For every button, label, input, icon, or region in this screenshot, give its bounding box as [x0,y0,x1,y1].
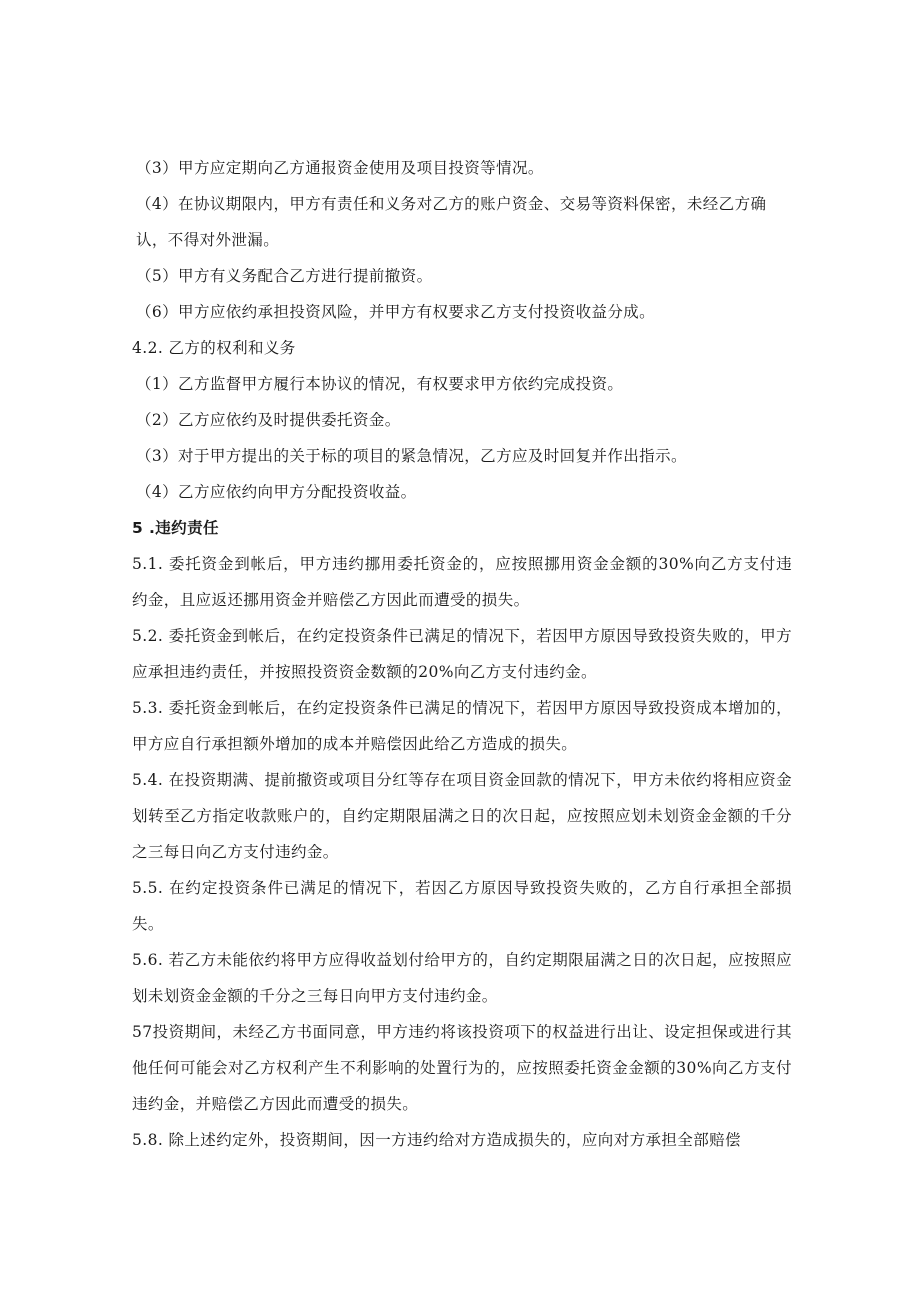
clause-5-8: 5.8. 除上述约定外，投资期间，因一方违约给对方造成损失的，应向对方承担全部赔偿 [132,1131,741,1149]
paragraph-obligation-a5: （5）甲方有义务配合乙方进行提前撤资。 [136,267,433,285]
section-heading-5: 5 .违约责任 [132,519,219,537]
section-heading-4-2: 4.2. 乙方的权利和义务 [132,339,296,357]
paragraph-obligation-b2: （2）乙方应依约及时提供委托资金。 [136,411,401,429]
paragraph-obligation-a6: （6）甲方应依约承担投资风险，并甲方有权要求乙方支付投资收益分成。 [136,303,656,321]
clause-5-5: 5.5. 在约定投资条件已满足的情况下，若因乙方原因导致投资失败的，乙方自行承担全部损失。 [132,879,792,933]
clause-5-7: 57投资期间，未经乙方书面同意，甲方违约将该投资项下的权益进行出让、设定担保或进行其他任何可能会对乙方权利产生不利影响的处置行为的，应按照委托资金金额的30%向乙方支付违约金，并赔偿乙方因此而遭受的损失。 [132,1023,792,1113]
paragraph-obligation-b4: （4）乙方应依约向甲方分配投资收益。 [136,483,417,501]
clause-5-1: 5.1. 委托资金到帐后，甲方违约挪用委托资金的，应按照挪用资金金额的30%向乙方支付违约金，且应返还挪用资金并赔偿乙方因此而遭受的损失。 [132,555,792,609]
paragraph-obligation-a4: （4）在协议期限内，甲方有责任和义务对乙方的账户资金、交易等资料保密，未经乙方确认，不得对外泄漏。 [136,195,767,249]
clause-5-6: 5.6. 若乙方未能依约将甲方应得收益划付给甲方的，自约定期限届满之日的次日起，应按照应划未划资金金额的千分之三每日向甲方支付违约金。 [132,951,792,1005]
clause-5-4: 5.4. 在投资期满、提前撤资或项目分红等存在项目资金回款的情况下，甲方未依约将相应资金划转至乙方指定收款账户的，自约定期限届满之日的次日起，应按照应划未划资金金额的千分之三每日向乙方支付违约金。 [132,771,792,861]
paragraph-obligation-a3: （3）甲方应定期向乙方通报资金使用及项目投资等情况。 [136,159,544,177]
document-body [132,150,792,1158]
clause-5-2: 5.2. 委托资金到帐后，在约定投资条件已满足的情况下，若因甲方原因导致投资失败的，甲方应承担违约责任，并按照投资资金数额的20%向乙方支付违约金。 [132,627,792,681]
clause-5-3: 5.3. 委托资金到帐后，在约定投资条件已满足的情况下，若因甲方原因导致投资成本增加的，甲方应自行承担额外增加的成本并赔偿因此给乙方造成的损失。 [132,699,792,753]
paragraph-obligation-b3: （3）对于甲方提出的关于标的项目的紧急情况，乙方应及时回复并作出指示。 [136,447,687,465]
paragraph-obligation-b1: （1）乙方监督甲方履行本协议的情况，有权要求甲方依约完成投资。 [136,375,624,393]
